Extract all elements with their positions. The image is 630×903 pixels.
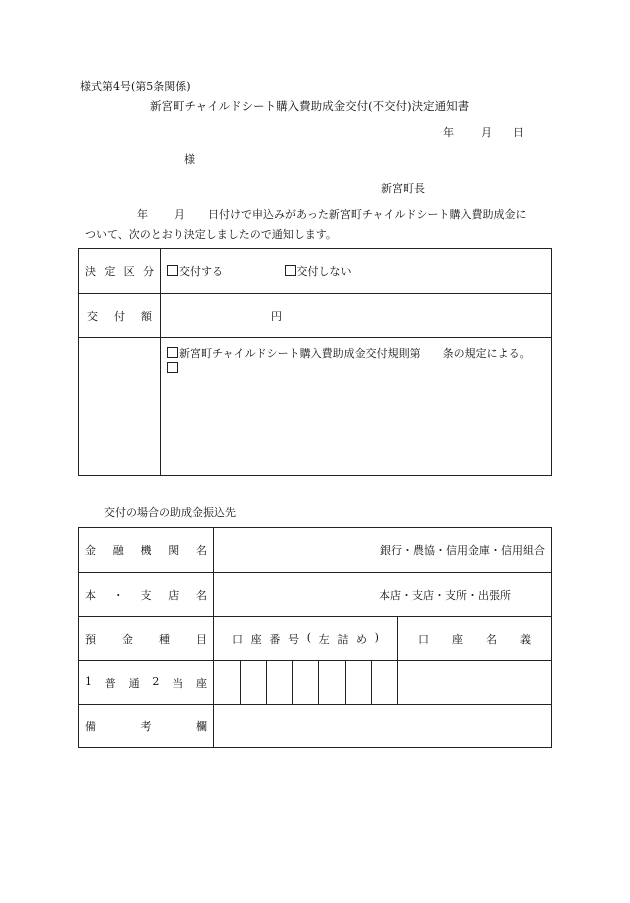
account-number-header-cell — [214, 617, 398, 661]
remarks-label-cell — [79, 705, 214, 748]
reason-line1 — [167, 346, 551, 361]
date-month: 月 — [481, 126, 492, 139]
no-grant-option[interactable] — [285, 265, 352, 278]
account-holder-name-cell[interactable] — [398, 661, 552, 705]
addressee-suffix: 様 — [184, 153, 195, 166]
decision-table — [78, 248, 552, 476]
bank-name-label: 金 融 機 関 名 — [85, 544, 207, 557]
reason-checkbox-2[interactable] — [167, 362, 178, 373]
decision-label: 決 定 区 分 — [85, 265, 154, 278]
branch-label: 本 ・ 支 店 名 — [85, 588, 207, 602]
branch-type-options: 本店・支店・支所・出張所 — [379, 588, 511, 602]
amount-label-cell — [79, 294, 161, 338]
grant-option[interactable] — [167, 265, 227, 278]
deposit-type-label: 預 金 種 目 — [85, 632, 207, 646]
amount-value-cell — [161, 294, 552, 338]
bank-type-options: 銀行・農協・信用金庫・信用組合 — [380, 544, 545, 557]
deposit-type-label-cell — [79, 617, 214, 661]
bank-section-title: 交付の場合の助成金振込先 — [104, 506, 236, 519]
bank-name-label-cell — [79, 528, 214, 573]
decision-label-cell — [79, 249, 161, 294]
reason-label-cell — [79, 338, 161, 476]
branch-type-cell — [214, 573, 552, 617]
reason-line2 — [167, 361, 551, 376]
intro-line1: 日付けで申込みがあった新宮町チャイルドシート購入費助成金に — [208, 208, 527, 221]
reason-text-b: 条の規定による。 — [442, 347, 531, 360]
date-day: 日 — [513, 126, 524, 139]
account-digit-3[interactable] — [267, 661, 293, 705]
grant-option-label: 交付する — [179, 265, 223, 278]
reason-text-a: 新宮町チャイルドシート購入費助成金交付規則第 — [179, 347, 421, 360]
grant-checkbox[interactable] — [167, 265, 178, 276]
no-grant-option-label: 交付しない — [296, 265, 352, 278]
account-digit-2[interactable] — [241, 661, 267, 705]
branch-label-cell — [79, 573, 214, 617]
account-digit-7[interactable] — [372, 661, 398, 705]
intro-year: 年 — [137, 208, 148, 221]
decision-options-cell — [161, 249, 552, 294]
amount-label: 交 付 額 — [87, 309, 152, 323]
document-title: 新宮町チャイルドシート購入費助成金交付(不交付)決定通知書 — [150, 99, 470, 113]
account-digit-6[interactable] — [346, 661, 372, 705]
reason-checkbox-1[interactable] — [167, 347, 178, 358]
amount-unit: 円 — [271, 309, 282, 323]
account-type-cell — [79, 661, 214, 705]
date-year: 年 — [443, 126, 454, 139]
intro-month: 月 — [174, 208, 185, 221]
intro-line2: ついて、次のとおり決定しましたので通知します。 — [85, 228, 337, 241]
remarks-label: 備 考 欄 — [85, 720, 207, 733]
form-number: 様式第4号(第5条関係) — [80, 80, 191, 93]
bank-type-cell — [214, 528, 552, 573]
account-type-options: 1 普 通 2 当 座 — [85, 674, 207, 690]
account-name-header: 口 座 名 義 — [418, 632, 531, 646]
bank-table — [78, 527, 552, 748]
account-name-header-cell — [398, 617, 552, 661]
reason-cell — [161, 338, 552, 476]
issuer-name: 新宮町長 — [381, 182, 425, 195]
account-digit-5[interactable] — [319, 661, 346, 705]
no-grant-checkbox[interactable] — [285, 265, 296, 276]
account-digit-4[interactable] — [293, 661, 319, 705]
remarks-cell[interactable] — [214, 705, 552, 748]
account-digit-1[interactable] — [214, 661, 241, 705]
account-number-header: 口 座 番 号 ( 左 詰 め ) — [232, 630, 379, 646]
